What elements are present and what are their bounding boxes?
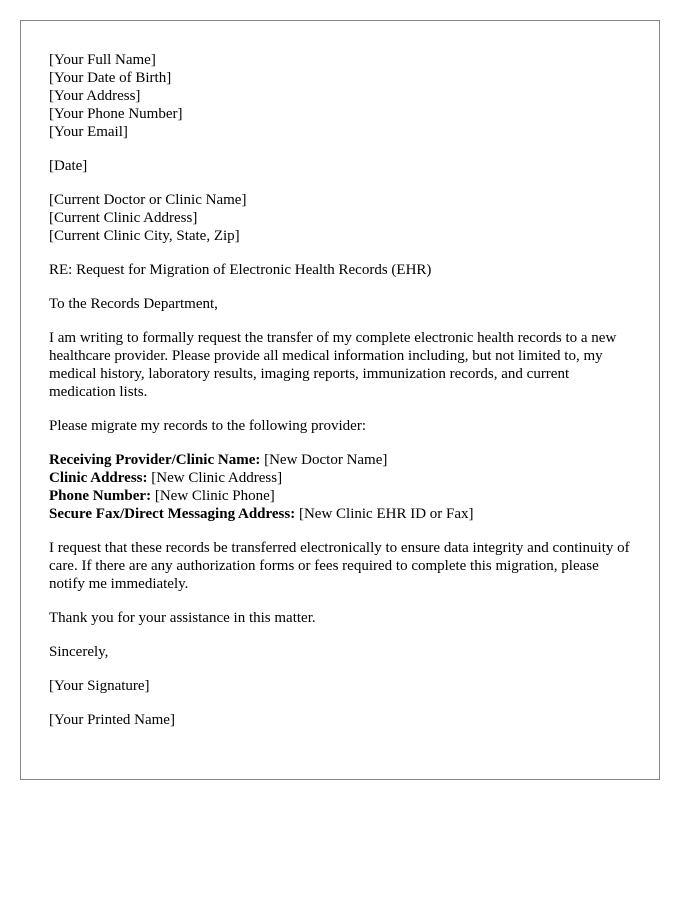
recipient-block [49,191,631,245]
signature: [Your Signature] [49,678,150,694]
body-paragraph-4: Thank you for your assistance in this matter. [49,610,316,626]
new-provider-fax-label: Secure Fax/Direct Messaging Address: [49,506,296,522]
salutation: To the Records Department, [49,296,218,312]
new-provider-block [49,451,631,523]
sender-name: [Your Full Name] [49,52,156,68]
new-provider-fax-value: [New Clinic EHR ID or Fax] [295,506,474,522]
letter-date: [Date] [49,158,88,174]
sender-phone: [Your Phone Number] [49,106,183,122]
body-paragraph-2: Please migrate my records to the following provider: [49,418,366,434]
new-provider-phone-line [49,487,631,505]
subject-line: RE: Request for Migration of Electronic Health Records (EHR) [49,262,432,278]
new-provider-phone-label: Phone Number: [49,488,152,504]
new-provider-fax-line [49,505,631,523]
new-provider-name-value: [New Doctor Name] [260,452,388,468]
printed-name: [Your Printed Name] [49,712,175,728]
new-provider-address-line [49,469,631,487]
new-provider-address-label: Clinic Address: [49,470,148,486]
new-provider-phone-value: [New Clinic Phone] [151,488,275,504]
new-provider-address-value: [New Clinic Address] [147,470,283,486]
recipient-name: [Current Doctor or Clinic Name] [49,192,247,208]
new-provider-name-label: Receiving Provider/Clinic Name: [49,452,261,468]
date-block [49,157,631,175]
sender-email: [Your Email] [49,124,128,140]
sender-block [49,51,631,141]
closing: Sincerely, [49,644,109,660]
recipient-city-state-zip: [Current Clinic City, State, Zip] [49,228,240,244]
letter-page [20,20,660,780]
body-paragraph-3: I request that these records be transferred electronically to ensure data integrity and continuity of care. If there are any authorization forms or fees required to complete this migration, please notify me immediately. [49,540,630,592]
body-paragraph-1: I am writing to formally request the transfer of my complete electronic health records to a new healthcare provider. Please provide all medical information including, but not limited to, my medical history, laboratory results, imaging reports, immunization records, and current medication lists. [49,330,617,400]
new-provider-name-line [49,451,631,469]
sender-address: [Your Address] [49,88,141,104]
recipient-address: [Current Clinic Address] [49,210,198,226]
sender-dob: [Your Date of Birth] [49,70,172,86]
